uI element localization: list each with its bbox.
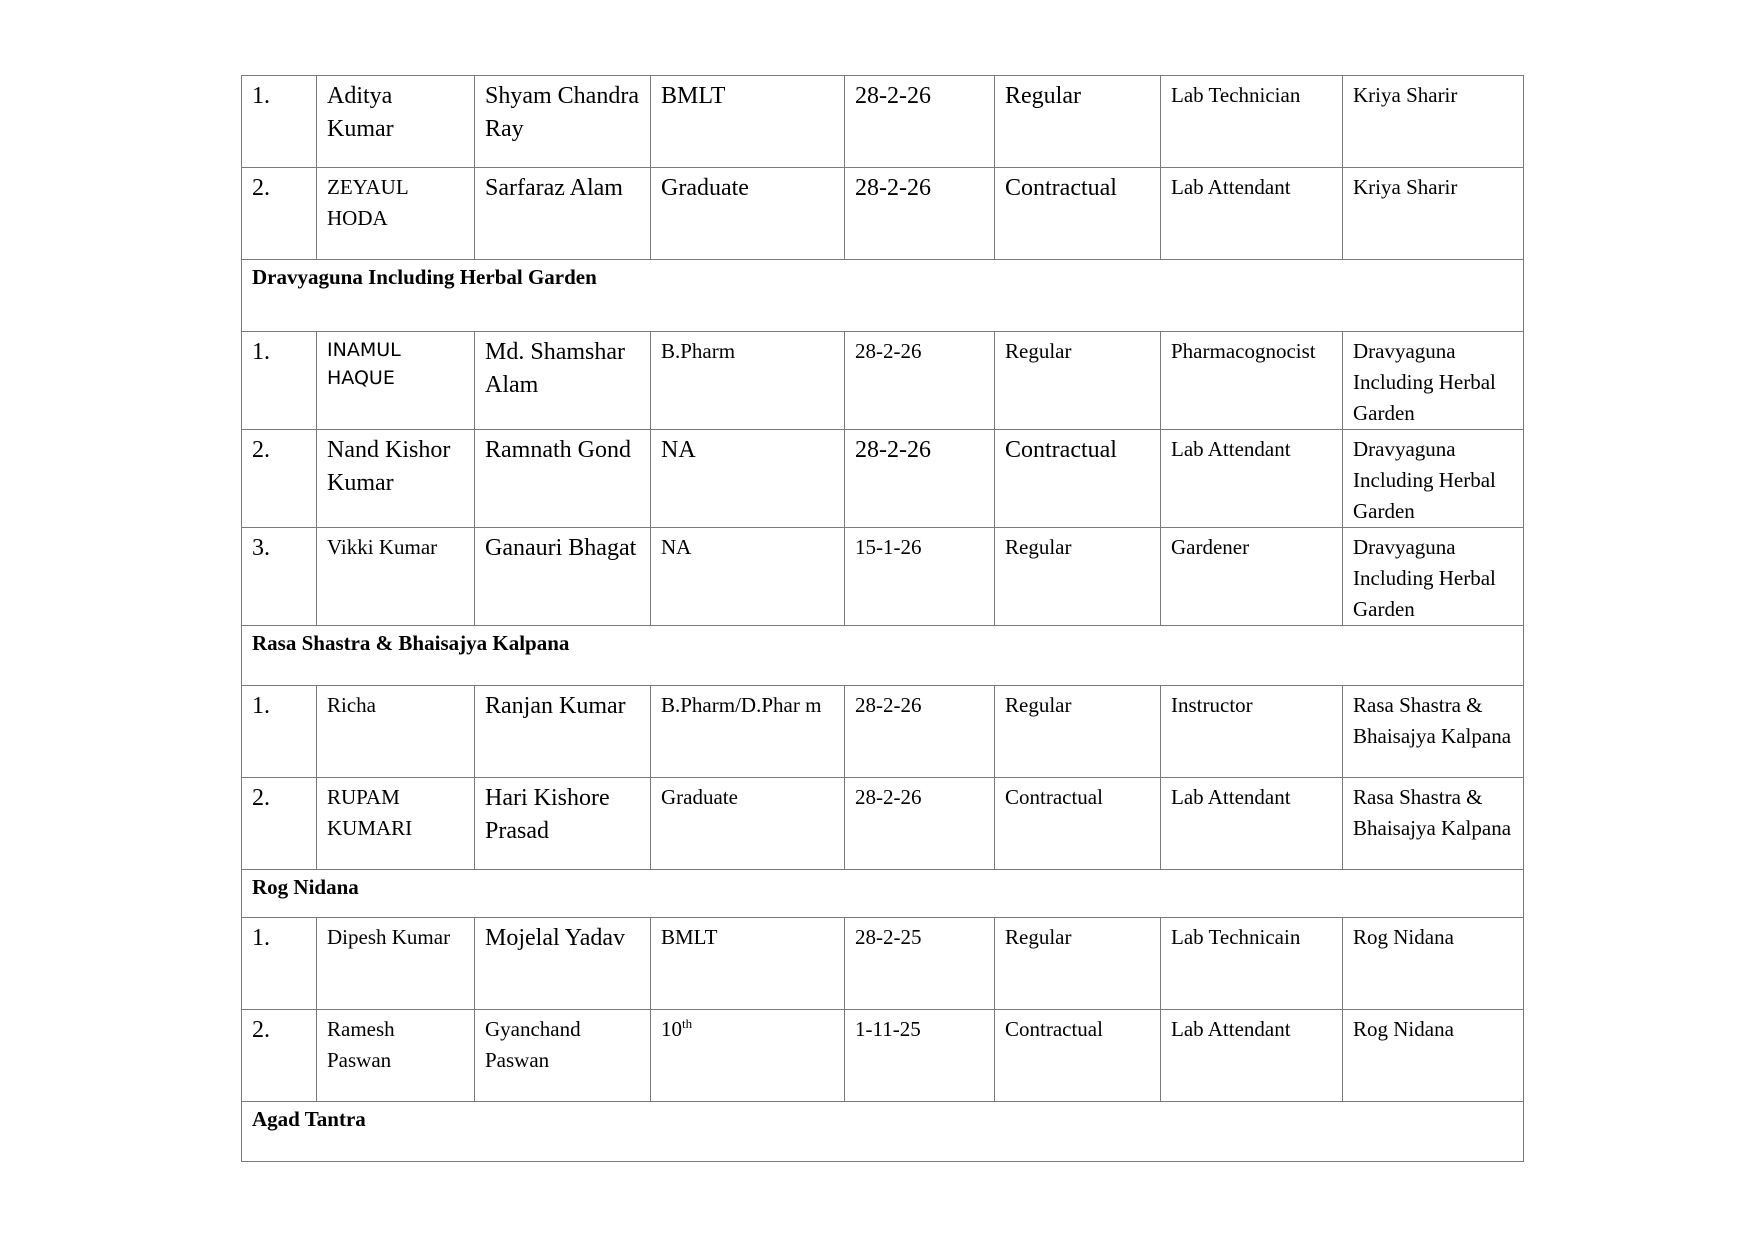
table-row xyxy=(242,918,1524,1010)
name-cell: ZEYAUL HODA xyxy=(317,168,475,260)
father-name-cell: Shyam Chandra Ray xyxy=(475,76,651,168)
table-row xyxy=(242,76,1524,168)
section-row-rasa-shastra xyxy=(242,626,1524,686)
qualification-cell: BMLT xyxy=(651,918,845,1010)
section-heading: Agad Tantra xyxy=(242,1102,1524,1162)
date-cell: 28-2-26 xyxy=(845,76,995,168)
qualification-cell: B.Pharm/D.Phar m xyxy=(651,686,845,778)
serial-number-cell: 1. xyxy=(242,332,317,430)
table-row xyxy=(242,778,1524,870)
employment-type-cell: Regular xyxy=(995,918,1161,1010)
table-row xyxy=(242,430,1524,528)
designation-cell: Lab Attendant xyxy=(1161,430,1343,528)
date-cell: 15-1-26 xyxy=(845,528,995,626)
serial-number-cell: 1. xyxy=(242,686,317,778)
name-cell: Vikki Kumar xyxy=(317,528,475,626)
date-cell: 28-2-25 xyxy=(845,918,995,1010)
qualification-superscript: th xyxy=(682,1016,693,1031)
department-cell: Kriya Sharir xyxy=(1343,76,1524,168)
table-row xyxy=(242,528,1524,626)
table-row xyxy=(242,332,1524,430)
name-cell: Dipesh Kumar xyxy=(317,918,475,1010)
name-cell: RUPAM KUMARI xyxy=(317,778,475,870)
date-cell: 1-11-25 xyxy=(845,1010,995,1102)
section-row-dravyaguna xyxy=(242,260,1524,332)
serial-number-cell: 2. xyxy=(242,778,317,870)
department-cell: Kriya Sharir xyxy=(1343,168,1524,260)
serial-number-cell: 2. xyxy=(242,430,317,528)
qualification-cell: NA xyxy=(651,528,845,626)
table-row xyxy=(242,168,1524,260)
department-cell: Rasa Shastra & Bhaisajya Kalpana xyxy=(1343,686,1524,778)
qualification-cell: NA xyxy=(651,430,845,528)
designation-cell: Gardener xyxy=(1161,528,1343,626)
department-cell: Dravyaguna Including Herbal Garden xyxy=(1343,332,1524,430)
date-cell: 28-2-26 xyxy=(845,778,995,870)
department-cell: Rog Nidana xyxy=(1343,918,1524,1010)
name-cell: Aditya Kumar xyxy=(317,76,475,168)
father-name-cell: Ranjan Kumar xyxy=(475,686,651,778)
date-cell: 28-2-26 xyxy=(845,168,995,260)
date-cell: 28-2-26 xyxy=(845,686,995,778)
father-name-cell: Mojelal Yadav xyxy=(475,918,651,1010)
employment-type-cell: Regular xyxy=(995,528,1161,626)
employment-type-cell: Regular xyxy=(995,76,1161,168)
qualification-cell xyxy=(651,1010,845,1102)
employment-type-cell: Regular xyxy=(995,686,1161,778)
date-cell: 28-2-26 xyxy=(845,430,995,528)
employment-type-cell: Contractual xyxy=(995,168,1161,260)
employment-type-cell: Contractual xyxy=(995,1010,1161,1102)
section-heading: Rasa Shastra & Bhaisajya Kalpana xyxy=(242,626,1524,686)
name-cell: Nand Kishor Kumar xyxy=(317,430,475,528)
employment-type-cell: Regular xyxy=(995,332,1161,430)
designation-cell: Pharmacognocist xyxy=(1161,332,1343,430)
department-cell: Dravyaguna Including Herbal Garden xyxy=(1343,528,1524,626)
qualification-cell: B.Pharm xyxy=(651,332,845,430)
qualification-cell: Graduate xyxy=(651,778,845,870)
employment-type-cell: Contractual xyxy=(995,778,1161,870)
department-cell: Rasa Shastra & Bhaisajya Kalpana xyxy=(1343,778,1524,870)
father-name-cell: Ganauri Bhagat xyxy=(475,528,651,626)
qualification-cell: BMLT xyxy=(651,76,845,168)
name-cell: Ramesh Paswan xyxy=(317,1010,475,1102)
designation-cell: Lab Technicain xyxy=(1161,918,1343,1010)
designation-cell: Lab Attendant xyxy=(1161,1010,1343,1102)
father-name-cell: Hari Kishore Prasad xyxy=(475,778,651,870)
serial-number-cell: 2. xyxy=(242,168,317,260)
section-heading: Dravyaguna Including Herbal Garden xyxy=(242,260,1524,332)
section-row-agad-tantra xyxy=(242,1102,1524,1162)
father-name-cell: Md. Shamshar Alam xyxy=(475,332,651,430)
designation-cell: Lab Attendant xyxy=(1161,168,1343,260)
staff-table xyxy=(241,75,1524,1162)
serial-number-cell: 1. xyxy=(242,918,317,1010)
qualification-value: 10 xyxy=(661,1017,682,1041)
designation-cell: Lab Attendant xyxy=(1161,778,1343,870)
serial-number-cell: 1. xyxy=(242,76,317,168)
designation-cell: Instructor xyxy=(1161,686,1343,778)
name-cell: INAMUL HAQUE xyxy=(317,332,475,430)
date-cell: 28-2-26 xyxy=(845,332,995,430)
qualification-cell: Graduate xyxy=(651,168,845,260)
serial-number-cell: 3. xyxy=(242,528,317,626)
father-name-cell: Sarfaraz Alam xyxy=(475,168,651,260)
department-cell: Rog Nidana xyxy=(1343,1010,1524,1102)
employment-type-cell: Contractual xyxy=(995,430,1161,528)
father-name-cell: Ramnath Gond xyxy=(475,430,651,528)
table-row xyxy=(242,686,1524,778)
designation-cell: Lab Technician xyxy=(1161,76,1343,168)
department-cell: Dravyaguna Including Herbal Garden xyxy=(1343,430,1524,528)
serial-number-cell: 2. xyxy=(242,1010,317,1102)
name-cell: Richa xyxy=(317,686,475,778)
section-heading: Rog Nidana xyxy=(242,870,1524,918)
table-row xyxy=(242,1010,1524,1102)
father-name-cell: Gyanchand Paswan xyxy=(475,1010,651,1102)
section-row-rog-nidana xyxy=(242,870,1524,918)
